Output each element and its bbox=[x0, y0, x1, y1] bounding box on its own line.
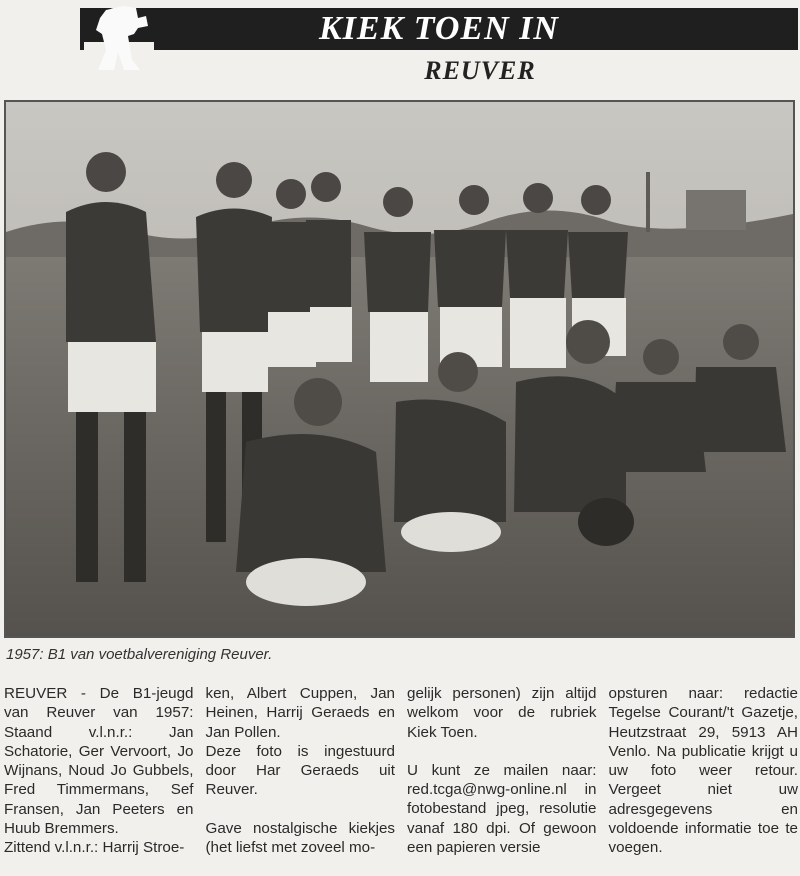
article-paragraph: gelijk personen) zijn altijd welkom voor de rubriek Kiek Toen. bbox=[407, 685, 597, 741]
article-paragraph: ken, Albert Cuppen, Jan Heinen, Harrij Geraeds en Jan Pollen. bbox=[205, 685, 395, 741]
article-column-1 bbox=[4, 684, 194, 876]
article-column-4 bbox=[609, 684, 799, 876]
page-title: KIEK TOEN IN bbox=[319, 10, 559, 47]
article-column-2 bbox=[206, 684, 396, 876]
article-column-3 bbox=[407, 684, 597, 876]
article-paragraph: Gave nostalgische kiekjes (het liefst met zoveel mo- bbox=[205, 819, 395, 857]
photo-caption: 1957: B1 van voetbalvereniging Reuver. bbox=[6, 646, 273, 663]
section-subtitle: REUVER bbox=[424, 56, 536, 85]
article-paragraph: Zittend v.l.n.r.: Harrij Stroe- bbox=[4, 839, 185, 857]
article-paragraph: REUVER - De B1-jeugd van Reuver van 1957: Staand v.l.n.r.: Jan Schatorie, Ger Vervoort, Jo Wijnans, Noud Jo Gubbels, Fred Timmermans, Sef Fransen, Jan Peeters en Huub Bremmers. bbox=[4, 685, 194, 838]
header-banner bbox=[80, 8, 798, 50]
article-body bbox=[4, 684, 798, 876]
team-photo bbox=[4, 100, 795, 638]
article-paragraph: U kunt ze mailen naar: red.tcga@nwg-online.nl in fotobestand jpeg, resolutie vanaf 180 dpi. Of gewoon een papieren versie bbox=[407, 761, 597, 857]
camera-man-logo-icon bbox=[84, 0, 154, 72]
article-paragraph: opsturen naar: redactie Tegelse Courant/'t Gazetje, Heutzstraat 29, 5913 AH Venlo. Na publicatie krijgt u uw foto weer retour. Vergeet niet uw adresgegevens en voldoende informatie toe te voegen. bbox=[608, 685, 798, 857]
article-paragraph: Deze foto is ingestuurd door Har Geraeds uit Reuver. bbox=[205, 742, 395, 799]
